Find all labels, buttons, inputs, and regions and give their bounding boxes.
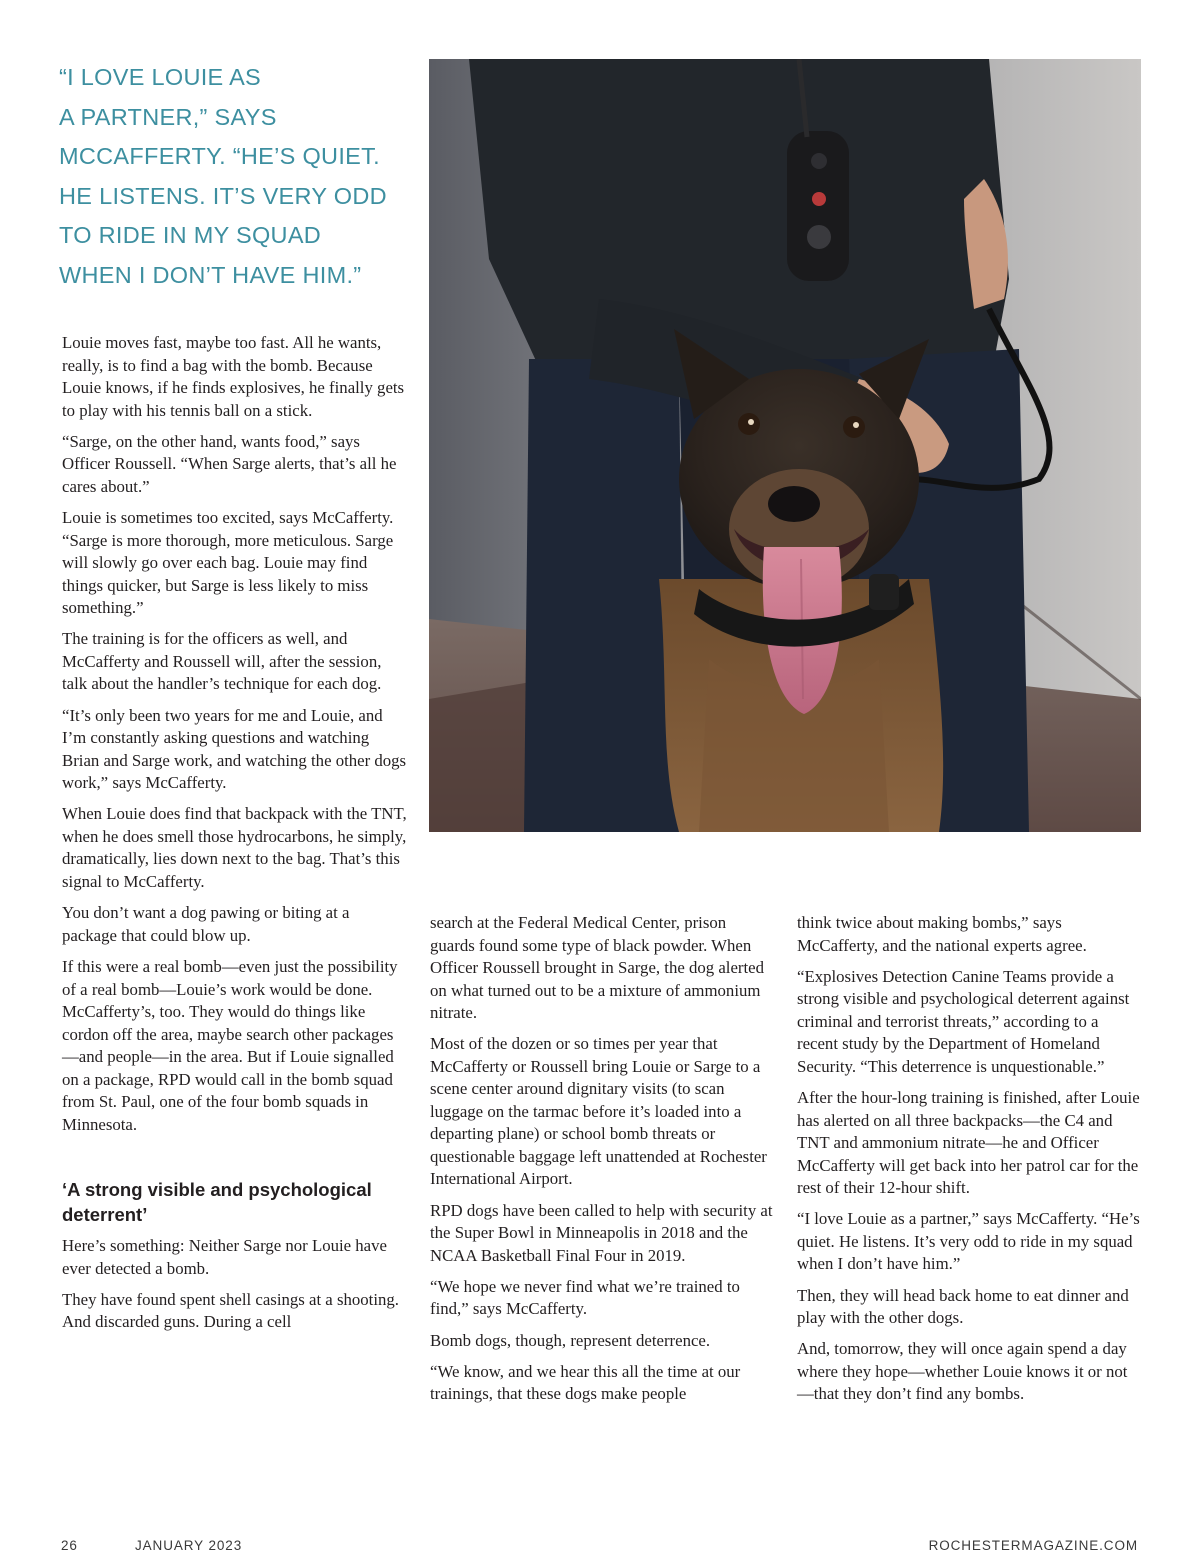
body-paragraph: search at the Federal Medical Center, prison guards found some type of black powder. When Officer Roussell brought in Sarge, the dog alerted on what turned out to be a mixture of ammonium nitrate. <box>430 913 764 1022</box>
issue-date: JANUARY 2023 <box>135 1538 243 1553</box>
pull-quote-line: HE LISTENS. IT’S VERY ODD <box>59 182 387 209</box>
pull-quote <box>59 58 409 295</box>
pull-quote-line: MCCAFFERTY. “HE’S QUIET. <box>59 143 381 169</box>
article-column-2 <box>430 912 774 1415</box>
body-paragraph: Most of the dozen or so times per year that McCafferty or Roussell bring Louie or Sarge to a scene center around dignitary visits (to scan luggage on the tarmac before it’s loaded into a departing plane) or school bomb threats or questionable baggage left unattended at Rochester International Airport. <box>430 1034 767 1189</box>
body-paragraph: The training is for the officers as well, and McCafferty and Roussell will, after the session, talk about the handler’s technique for each dog. <box>62 629 382 694</box>
body-paragraph: Louie moves fast, maybe too fast. All he wants, really, is to find a bag with the bomb. Because Louie knows, if he finds explosives, he finally gets to play with his tennis ball on a stick. <box>62 333 405 420</box>
magazine-website: ROCHESTERMAGAZINE.COM <box>928 1538 1138 1553</box>
article-column-3 <box>797 912 1141 1415</box>
body-paragraph: “It’s only been two years for me and Louie, and I’m constantly asking questions and watching Brian and Sarge work, and watching the other dogs work,” says McCafferty. <box>62 705 407 793</box>
body-paragraph: You don’t want a dog pawing or biting at a package that could blow up. <box>62 903 350 945</box>
body-paragraph: Here’s something: Neither Sarge nor Louie have ever detected a bomb. <box>62 1236 387 1278</box>
pull-quote-line: WHEN I DON’T HAVE HIM.” <box>59 261 362 288</box>
pull-quote-line: A PARTNER,” SAYS <box>59 103 277 130</box>
body-paragraph: They have found spent shell casings at a shooting. And discarded guns. During a cell <box>62 1289 399 1332</box>
article-column-1 <box>62 332 408 1343</box>
pull-quote-line: “I LOVE LOUIE AS <box>59 64 262 90</box>
body-paragraph: Louie is sometimes too excited, says McCafferty. “Sarge is more thorough, more meticulous. Sarge will slowly go over each bag. Louie may find things quicker, but Sarge is less likely to miss something.” <box>62 508 394 618</box>
body-paragraph: And, tomorrow, they will once again spend a day where they hope—whether Louie knows it or not—that they don’t find any bombs. <box>797 1339 1128 1404</box>
body-paragraph: “Sarge, on the other hand, wants food,” says Officer Roussell. “When Sarge alerts, that’s all he cares about.” <box>62 431 397 496</box>
body-paragraph: Bomb dogs, though, represent deterrence. <box>430 1330 711 1350</box>
body-paragraph: Then, they will head back home to eat dinner and play with the other dogs. <box>797 1285 1129 1328</box>
body-paragraph: “We hope we never find what we’re trained to find,” says McCafferty. <box>430 1276 740 1319</box>
body-paragraph: After the hour-long training is finished, after Louie has alerted on all three backpacks—the C4 and TNT and ammonium nitrate—he and Officer McCafferty will get back into her patrol car for the rest of their 12-hour shift. <box>797 1088 1140 1198</box>
body-paragraph: “I love Louie as a partner,” says McCafferty. “He’s quiet. He listens. It’s very odd to ride in my squad when I don’t have him.” <box>797 1209 1140 1274</box>
body-paragraph: When Louie does find that backpack with the TNT, when he does smell those hydrocarbons, he simply, dramatically, lies down next to the bag. That’s this signal to McCafferty. <box>62 804 407 891</box>
body-paragraph: “We know, and we hear this all the time at our trainings, that these dogs make people <box>430 1361 741 1404</box>
body-paragraph: think twice about making bombs,” says McCafferty, and the national experts agree. <box>797 913 1087 955</box>
body-paragraph: RPD dogs have been called to help with security at the Super Bowl in Minneapolis in 2018 and the NCAA Basketball Final Four in 2019. <box>430 1200 773 1265</box>
body-paragraph: If this were a real bomb—even just the possibility of a real bomb—Louie’s work would be done. McCafferty’s, too. They would do things like cordon off the area, maybe search other packages—and people—in the area. But if Louie signalled on a package, RPD would call in the bomb squad from St. Paul, one of the four bomb squads in Minnesota. <box>62 957 398 1134</box>
body-paragraph: “Explosives Detection Canine Teams provide a strong visible and psychological deterrent against criminal and terrorist threats,” according to a recent study by the Department of Homeland Security. “This deterrence is unquestionable.” <box>797 966 1130 1076</box>
dog-with-handler-photo <box>429 59 1141 832</box>
pull-quote-line: TO RIDE IN MY SQUAD <box>59 222 322 248</box>
section-subheading: ‘A strong visible and psychological deterrent’ <box>62 1179 372 1225</box>
page-number: 26 <box>61 1538 78 1553</box>
